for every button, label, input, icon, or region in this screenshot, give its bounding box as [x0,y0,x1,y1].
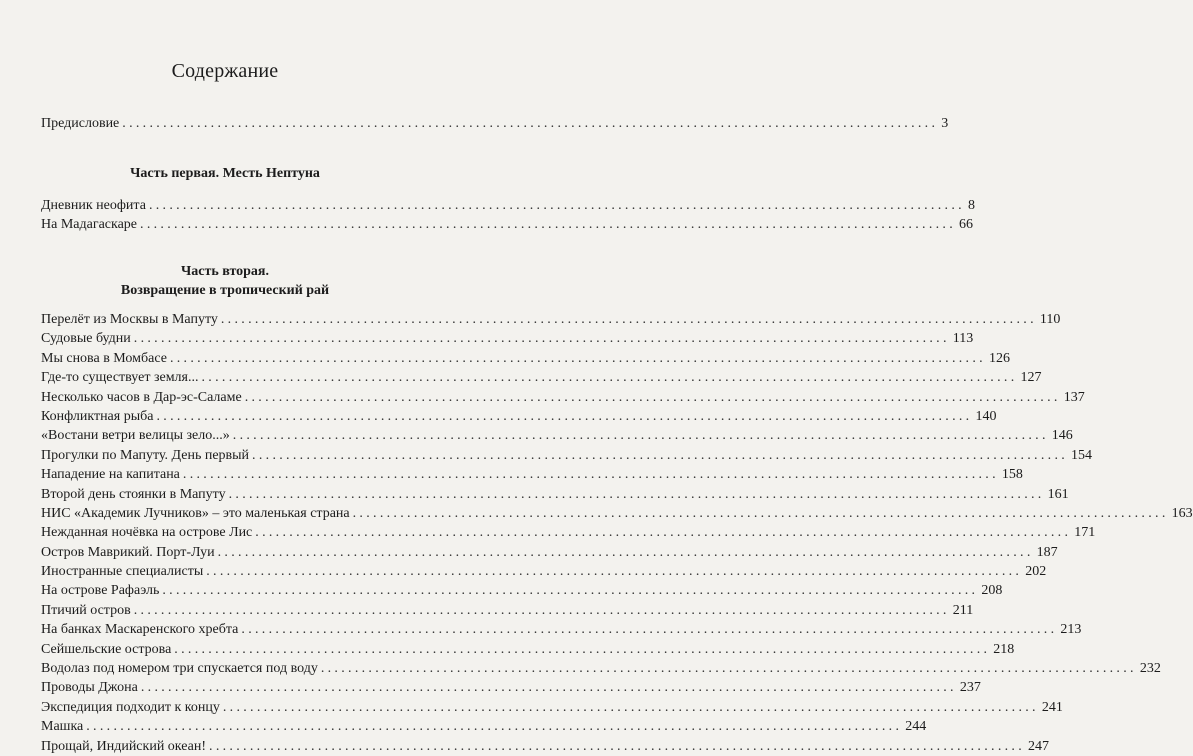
toc-entry [41,349,1010,368]
toc-entry-page: 113 [952,331,974,347]
toc-entry-label: Нападение на капитана [41,467,180,483]
leader-dots: ........................................................................................................................ [174,641,991,657]
toc-entry-page: 163 [1171,505,1193,521]
preface-section [41,114,949,133]
leader-dots: ........................................................................................................................ [182,467,999,483]
toc-entry-label: Второй день стоянки в Мапуту [41,486,226,502]
part2-heading-line2: Возвращение в тропический рай [120,283,330,298]
toc-entry-label: НИС «Академик Лучников» – это маленькая страна [41,505,350,521]
leader-dots: ........................................................................................................................ [148,198,965,213]
leader-dots: ........................................................................................................................ [352,505,1169,521]
part2-list [41,310,1193,756]
toc-entry-label: Предисловие [41,116,120,131]
leader-dots: ........................................................................................................................ [255,525,1072,541]
part1-list [41,196,975,235]
leader-dots: ........................................................................................................................ [169,350,986,366]
toc-entry-page: 154 [1071,447,1093,463]
leader-dots: ........................................................................................................................ [244,389,1061,405]
leader-dots: ........................................................................................................................ [220,312,1037,327]
part1-heading: Часть первая. Месть Нептуна [130,166,320,181]
toc-entry-page: 127 [1020,370,1042,386]
toc-entry [41,368,1042,387]
toc-entry-page: 3 [941,116,949,131]
toc-entry-page: 247 [1028,738,1050,754]
leader-dots: ........................................................................................................................ [156,408,973,424]
toc-entry-page: 218 [993,641,1015,657]
toc-entry-page: 208 [981,583,1003,599]
toc-entry-label: Экспедиция подходит к концу [41,699,220,715]
toc-entry [41,659,1161,678]
toc-entry-label: Конфликтная рыба [41,408,154,424]
toc-entry-label: Иностранные специалисты [41,564,204,580]
leader-dots: ........................................................................................................................ [228,486,1045,502]
toc-entry [41,601,974,620]
toc-entry-label: На острове Рафаэль [41,583,160,599]
toc-entry-label: На Мадагаскаре [41,217,138,233]
toc-entry [41,698,1063,717]
toc-entry [41,678,981,697]
toc-entry [41,426,1073,445]
part2-heading-line1: Часть вторая. [180,264,270,279]
leader-dots: ........................................................................................................................ [133,602,950,618]
toc-entry-label: Машка [41,719,84,735]
toc-entry [41,114,949,133]
leader-dots: ........................................................................................................................ [122,116,939,131]
toc-entry [41,562,1047,581]
toc-entry [41,446,1093,465]
leader-dots: ........................................................................................................................ [140,680,957,696]
leader-dots: ........................................................................................................................ [232,428,1049,444]
leader-dots: ........................................................................................................................ [201,370,1018,386]
leader-dots: ........................................................................................................................ [217,544,1034,560]
toc-entry-label: Дневник неофита [41,198,146,213]
toc-entry-page: 146 [1051,428,1073,444]
toc-entry [41,620,1082,639]
toc-entry-label: «Востани ветри велицы зело...» [41,428,230,444]
toc-entry-page: 161 [1047,486,1069,502]
toc-entry [41,523,1096,542]
toc-entry-page: 211 [952,602,974,618]
toc-entry-page: 110 [1039,312,1061,327]
toc-entry-label: Прогулки по Мапуту. День первый [41,447,250,463]
toc-entry [41,388,1085,407]
leader-dots: ........................................................................................................................ [140,217,957,233]
toc-entry [41,215,974,234]
toc-entry [41,504,1193,523]
toc-entry-page: 8 [967,198,975,213]
toc-entry [41,407,997,426]
leader-dots: ........................................................................................................................ [206,564,1023,580]
toc-entry-page: 213 [1060,622,1082,638]
toc-entry-label: Нежданная ночёвка на острове Лис [41,525,253,541]
toc-entry [41,640,1015,659]
toc-entry [41,465,1023,484]
toc-entry-page: 232 [1139,661,1161,677]
toc-entry [41,196,975,215]
page-title: Содержание [171,60,279,82]
toc-entry-page: 244 [905,719,927,735]
toc-entry-label: Судовые будни [41,331,131,347]
toc-entry-page: 241 [1041,699,1063,715]
toc-entry-label: На банках Маскаренского хребта [41,622,239,638]
toc-entry-page: 158 [1001,467,1023,483]
leader-dots: ........................................................................................................................ [252,447,1069,463]
toc-entry-page: 126 [988,350,1010,366]
toc-entry-label: Остров Маврикий. Порт-Луи [41,544,215,560]
toc-entry-page: 202 [1025,564,1047,580]
toc-entry-label: Прощай, Индийский океан! [41,738,207,754]
toc-entry-label: Где-то существует земля... [41,370,199,386]
toc-entry [41,543,1058,562]
toc-entry-label: Мы снова в Момбасе [41,350,167,366]
toc-entry-page: 66 [959,217,974,233]
toc-entry-label: Сейшельские острова [41,641,172,657]
toc-entry-page: 140 [975,408,997,424]
toc-entry [41,737,1050,756]
leader-dots: ........................................................................................................................ [133,331,950,347]
toc-entry-page: 187 [1036,544,1058,560]
toc-entry-page: 171 [1074,525,1096,541]
toc-entry-label: Водолаз под номером три спускается под воду [41,661,318,677]
toc-entry-label: Несколько часов в Дар-эс-Саламе [41,389,242,405]
leader-dots: ........................................................................................................................ [241,622,1058,638]
toc-entry-label: Птичий остров [41,602,131,618]
toc-entry-page: 137 [1063,389,1085,405]
toc-entry [41,581,1003,600]
toc-entry [41,310,1061,329]
leader-dots: ........................................................................................................................ [86,719,903,735]
leader-dots: ........................................................................................................................ [320,661,1137,677]
leader-dots: ........................................................................................................................ [222,699,1039,715]
toc-entry [41,485,1069,504]
leader-dots: ........................................................................................................................ [209,738,1026,754]
toc-entry-page: 237 [959,680,981,696]
toc-entry [41,717,927,736]
toc-entry-label: Перелёт из Москвы в Мапуту [41,312,218,327]
toc-entry-label: Проводы Джона [41,680,138,696]
leader-dots: ........................................................................................................................ [162,583,979,599]
toc-entry [41,329,974,348]
